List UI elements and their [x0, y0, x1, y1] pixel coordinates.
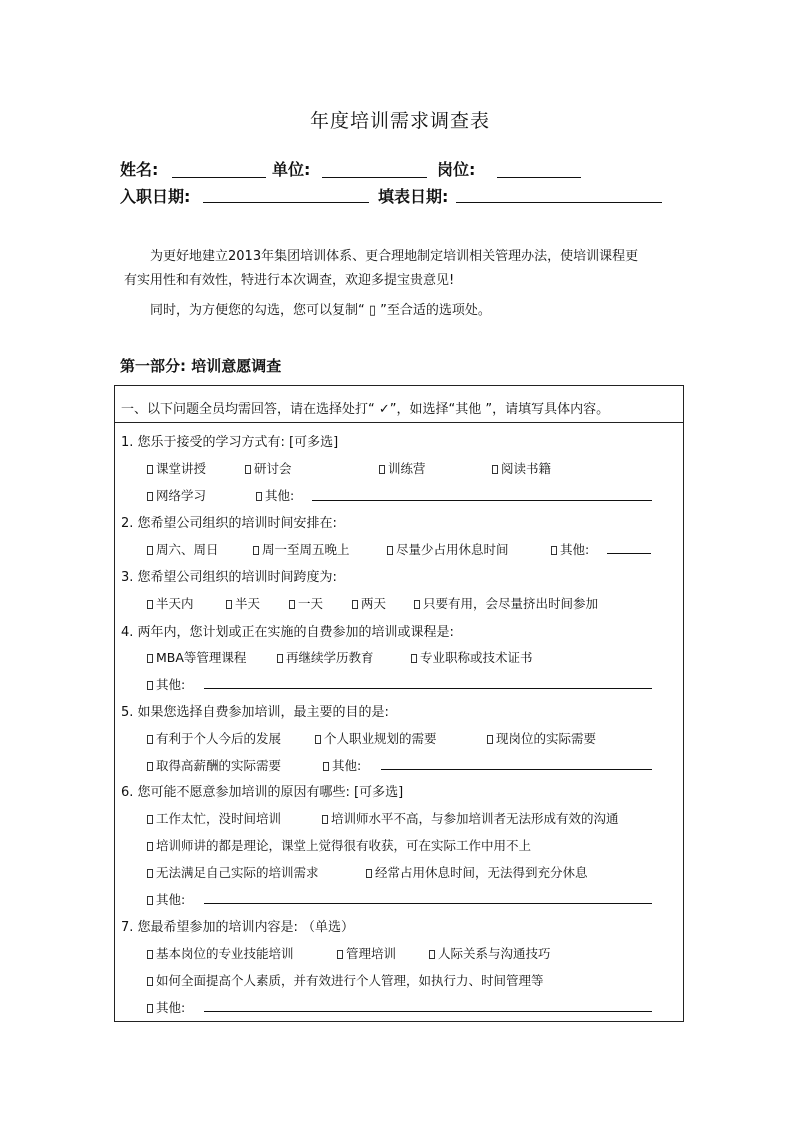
checkbox-icon[interactable] — [147, 1004, 153, 1013]
q2-option-other[interactable]: 其他: — [551, 540, 589, 558]
unit-field[interactable] — [322, 177, 427, 178]
q2-other-field[interactable] — [607, 553, 651, 554]
intro-line-3: 同时，为方便您的勾选，您可以复制“ ▯ ”至合适的选项处。 — [150, 303, 491, 318]
section-instruction: 一、以下问题全员均需回答，请在选择处打“ ✓”，如选择“其他 ”，请填写具体内容。 — [121, 402, 610, 417]
section-title: 第一部分: 培训意愿调查 — [120, 357, 282, 375]
checkbox-icon[interactable] — [147, 654, 153, 663]
q6-option-rest-time[interactable]: 经常占用休息时间，无法得到充分休息 — [366, 863, 588, 881]
checkbox-icon[interactable] — [147, 762, 153, 771]
question-1: 1. 您乐于接受的学习方式有: [可多选] — [121, 435, 339, 450]
unit-label: 单位: — [272, 160, 311, 179]
q7-option-other[interactable]: 其他: — [147, 998, 185, 1016]
join-date-field[interactable] — [203, 202, 369, 203]
q4-option-certificate[interactable]: 专业职称或技术证书 — [411, 648, 533, 666]
checkbox-icon[interactable] — [147, 869, 153, 878]
q6-option-theory-only[interactable]: 培训师讲的都是理论，课堂上觉得很有收获，可在实际工作中用不上 — [147, 836, 531, 854]
q3-option-half-day[interactable]: 半天 — [226, 594, 260, 612]
divider — [114, 422, 684, 423]
checkbox-icon[interactable] — [551, 546, 557, 555]
q3-option-two-days[interactable]: 两天 — [352, 594, 386, 612]
checkbox-icon[interactable] — [352, 600, 358, 609]
position-label: 岗位: — [437, 160, 476, 179]
q5-option-personal-growth[interactable]: 有利于个人今后的发展 — [147, 729, 281, 747]
question-2: 2. 您希望公司组织的培训时间安排在: — [121, 516, 337, 531]
q1-option-other[interactable]: 其他: — [256, 486, 294, 504]
q7-other-field[interactable] — [204, 1011, 652, 1012]
page-title: 年度培训需求调查表 — [309, 110, 490, 132]
checkbox-icon[interactable] — [414, 600, 420, 609]
name-label: 姓名: — [120, 160, 159, 179]
q2-option-less-rest[interactable]: 尽量少占用休息时间 — [387, 540, 509, 558]
fill-date-field[interactable] — [456, 202, 662, 203]
checkbox-icon[interactable] — [147, 600, 153, 609]
checkbox-icon[interactable] — [226, 600, 232, 609]
position-field[interactable] — [497, 177, 581, 178]
checkbox-icon[interactable] — [147, 681, 153, 690]
checkbox-icon[interactable] — [323, 762, 329, 771]
checkbox-icon[interactable] — [277, 654, 283, 663]
q1-option-online[interactable]: 网络学习 — [147, 486, 206, 504]
q1-other-field[interactable] — [312, 500, 652, 501]
q5-option-current-job[interactable]: 现岗位的实际需要 — [487, 729, 596, 747]
question-6: 6. 您可能不愿意参加培训的原因有哪些: [可多选] — [121, 785, 404, 800]
checkbox-icon[interactable] — [322, 815, 328, 824]
checkbox-icon[interactable] — [147, 815, 153, 824]
q6-option-other[interactable]: 其他: — [147, 890, 185, 908]
q4-option-degree[interactable]: 再继续学历教育 — [277, 648, 374, 666]
q4-other-field[interactable] — [204, 688, 652, 689]
q4-option-other[interactable]: 其他: — [147, 675, 185, 693]
q6-option-too-busy[interactable]: 工作太忙，没时间培训 — [147, 809, 281, 827]
question-4: 4. 两年内，您计划或正在实施的自费参加的培训或课程是: — [121, 625, 454, 640]
q4-option-mba[interactable]: MBA等管理课程 — [147, 648, 246, 666]
question-3: 3. 您希望公司组织的培训时间跨度为: — [121, 570, 337, 585]
q5-option-career-plan[interactable]: 个人职业规划的需要 — [315, 729, 437, 747]
q7-option-skills[interactable]: 基本岗位的专业技能培训 — [147, 944, 294, 962]
q5-option-other[interactable]: 其他: — [323, 756, 361, 774]
q3-option-if-useful[interactable]: 只要有用，会尽量挤出时间参加 — [414, 594, 598, 612]
checkbox-icon[interactable] — [487, 735, 493, 744]
q7-option-personal-quality[interactable]: 如何全面提高个人素质，并有效进行个人管理，如执行力、时间管理等 — [147, 971, 544, 989]
q6-option-trainer-level[interactable]: 培训师水平不高，与参加培训者无法形成有效的沟通 — [322, 809, 619, 827]
checkbox-icon[interactable] — [147, 977, 153, 986]
checkbox-icon[interactable] — [337, 950, 343, 959]
checkbox-icon[interactable] — [366, 869, 372, 878]
checkbox-icon[interactable] — [147, 735, 153, 744]
checkbox-icon[interactable] — [147, 492, 153, 501]
checkbox-icon[interactable] — [492, 465, 498, 474]
q1-option-seminar[interactable]: 研讨会 — [245, 459, 292, 477]
checkbox-icon[interactable] — [429, 950, 435, 959]
q2-option-weekend[interactable]: 周六、周日 — [147, 540, 219, 558]
q7-option-management[interactable]: 管理培训 — [337, 944, 396, 962]
intro-line-1: 为更好地建立2013年集团培训体系、更合理地制定培训相关管理办法，使培训课程更 — [150, 249, 639, 264]
checkbox-icon[interactable] — [256, 492, 262, 501]
checkbox-icon[interactable] — [411, 654, 417, 663]
checkbox-icon[interactable] — [245, 465, 251, 474]
checkbox-icon[interactable] — [387, 546, 393, 555]
checkbox-icon[interactable] — [379, 465, 385, 474]
intro-line-2: 有实用性和有效性，特进行本次调查，欢迎多提宝贵意见! — [124, 273, 455, 288]
checkbox-icon[interactable] — [315, 735, 321, 744]
q5-option-higher-pay[interactable]: 取得高薪酬的实际需要 — [147, 756, 281, 774]
q1-option-reading[interactable]: 阅读书籍 — [492, 459, 551, 477]
fill-date-label: 填表日期: — [378, 187, 449, 206]
checkbox-icon[interactable] — [147, 950, 153, 959]
q6-option-not-meet-needs[interactable]: 无法满足自己实际的培训需求 — [147, 863, 319, 881]
q7-option-communication[interactable]: 人际关系与沟通技巧 — [429, 944, 551, 962]
name-field[interactable] — [172, 177, 266, 178]
checkbox-icon[interactable] — [253, 546, 259, 555]
q1-option-lecture[interactable]: 课堂讲授 — [147, 459, 206, 477]
q3-option-one-day[interactable]: 一天 — [289, 594, 323, 612]
question-5: 5. 如果您选择自费参加培训，最主要的目的是: — [121, 705, 389, 720]
join-date-label: 入职日期: — [120, 187, 191, 206]
checkbox-icon[interactable] — [289, 600, 295, 609]
checkbox-icon[interactable] — [147, 896, 153, 905]
checkbox-icon[interactable] — [147, 465, 153, 474]
q1-option-camp[interactable]: 训练营 — [379, 459, 426, 477]
question-7: 7. 您最希望参加的培训内容是: （单选） — [121, 920, 355, 935]
q3-option-within-half-day[interactable]: 半天内 — [147, 594, 194, 612]
q2-option-weeknight[interactable]: 周一至周五晚上 — [253, 540, 350, 558]
q5-other-field[interactable] — [381, 769, 652, 770]
checkbox-icon[interactable] — [147, 546, 153, 555]
checkbox-icon[interactable] — [147, 842, 153, 851]
q6-other-field[interactable] — [204, 903, 652, 904]
